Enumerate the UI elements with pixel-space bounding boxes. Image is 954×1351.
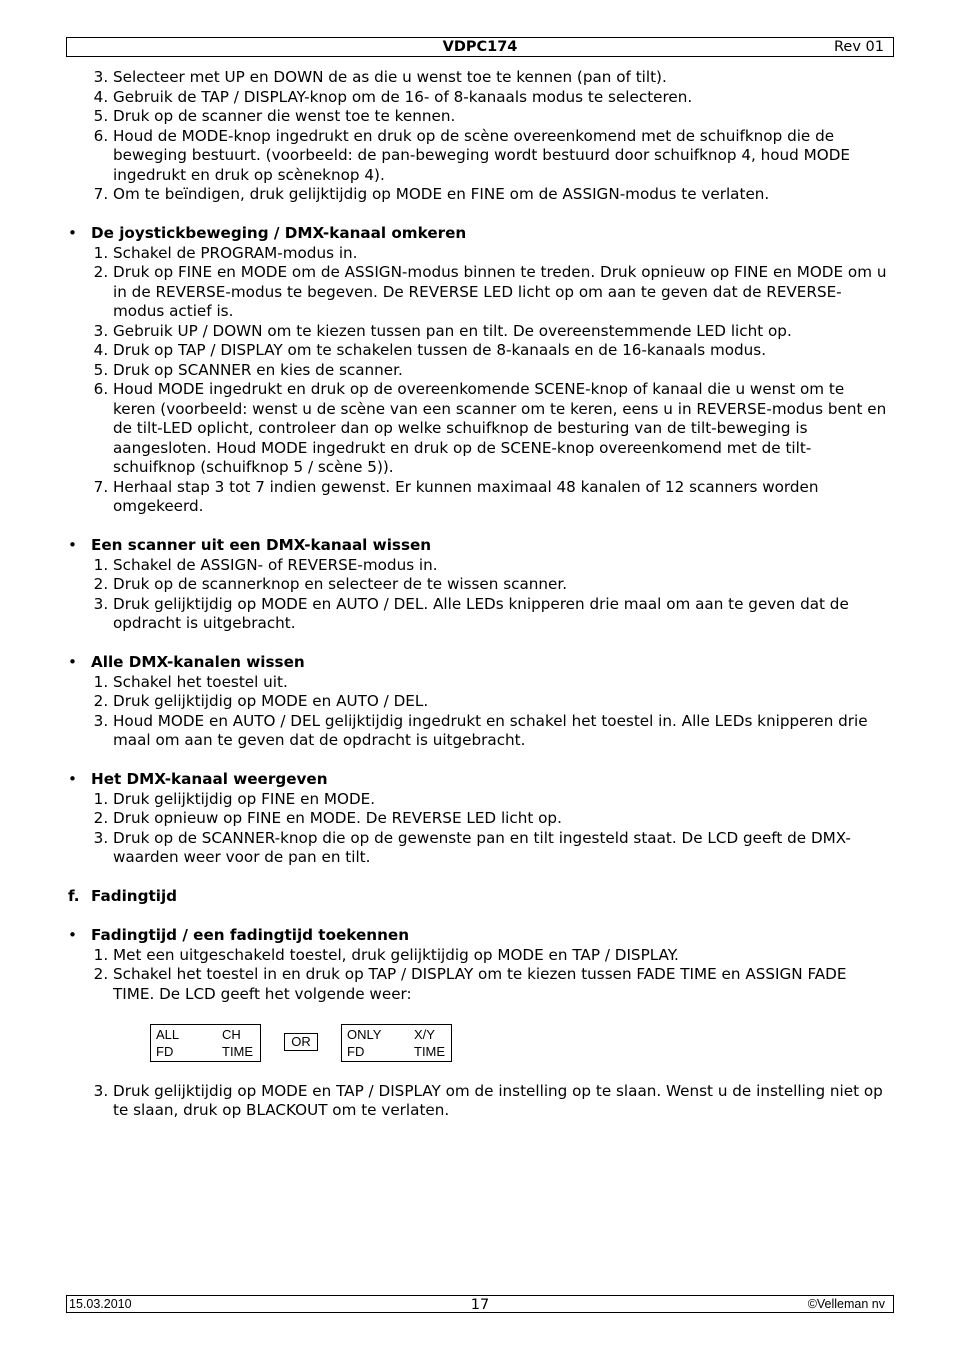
list-item: 5. Druk op de scanner die wenst toe te kennen. xyxy=(113,107,888,127)
list-item: 3. Houd MODE en AUTO / DEL gelijktijdig ingedrukt en schakel het toestel in. Alle LEDs knipperen drie maal om aan te geven dat de opdracht is uitgebracht. xyxy=(113,712,888,751)
list-item: 1. Schakel het toestel uit. xyxy=(113,673,888,693)
list-item: 2. Druk gelijktijdig op MODE en AUTO / DEL. xyxy=(113,692,888,712)
list-item: 3. Selecteer met UP en DOWN de as die u wenst toe te kennen (pan of tilt). xyxy=(113,68,888,88)
erase-scanner-steps-list xyxy=(68,556,888,634)
page-number: 17 xyxy=(470,1297,490,1313)
list-item: 1. Druk gelijktijdig op FINE en MODE. xyxy=(113,790,888,810)
lcd-text: TIME xyxy=(414,1044,446,1059)
section-heading-display: • Het DMX-kanaal weergeven xyxy=(68,770,888,790)
section-heading-reverse: • De joystickbeweging / DMX-kanaal omkeren xyxy=(68,224,888,244)
list-item: 4. Gebruik de TAP / DISPLAY-knop om de 16- of 8-kanaals modus te selecteren. xyxy=(113,88,888,108)
section-heading-fading xyxy=(68,887,888,907)
list-item: 6. Houd MODE ingedrukt en druk op de overeenkomende SCENE-knop of kanaal die u wenst om te keren (voorbeeld: wenst u de scène van een scanner om te keren, eens u in REVERSE-modus bent en de tilt-LED oplicht, controleer dan op welke schuifknop de besturing van de tilt-beweging is aangesloten. Houd MODE ingedrukt en druk op de SCENE-knop overeenkomend met de tilt-schuifknop (schuifknop 5 / scène 5)). xyxy=(113,380,888,478)
list-item: 5. Druk op SCANNER en kies de scanner. xyxy=(113,361,888,381)
list-item: 3. Gebruik UP / DOWN om te kiezen tussen pan en tilt. De overeenstemmende LED licht op. xyxy=(113,322,888,342)
page-content xyxy=(68,68,888,1121)
lcd-text: FD xyxy=(347,1044,365,1059)
footer-date: 15.03.2010 xyxy=(69,1297,132,1311)
list-item: 7. Om te beïndigen, druk gelijktijdig op MODE en FINE om de ASSIGN-modus te verlaten. xyxy=(113,185,888,205)
display-steps-list xyxy=(68,790,888,868)
list-item: 1. Schakel de ASSIGN- of REVERSE-modus in. xyxy=(113,556,888,576)
section-title: Fadingtijd xyxy=(91,887,178,905)
list-item: 6. Houd de MODE-knop ingedrukt en druk op de scène overeenkomend met de schuifknop die de beweging bestuurt. (voorbeeld: de pan-beweging wordt bestuurd door schuifknop 4, houd MODE ingedrukt en druk op scèneknop 4). xyxy=(113,127,888,186)
lcd-text: CH xyxy=(222,1027,241,1042)
lcd-text: FD xyxy=(156,1044,174,1059)
list-item: 2. Druk opnieuw op FINE en MODE. De REVERSE LED licht op. xyxy=(113,809,888,829)
or-label: OR xyxy=(284,1033,318,1051)
reverse-steps-list xyxy=(68,244,888,517)
erase-all-steps-list xyxy=(68,673,888,751)
section-heading-fade-time: • Fadingtijd / een fadingtijd toekennen xyxy=(68,926,888,946)
document-title: VDPC174 xyxy=(442,39,518,55)
fade-steps-list xyxy=(68,946,888,1005)
footer-copyright: ©Velleman nv xyxy=(807,1297,885,1311)
list-item: 1. Met een uitgeschakeld toestel, druk gelijktijdig op MODE en TAP / DISPLAY. xyxy=(113,946,888,966)
section-heading-erase-all: • Alle DMX-kanalen wissen xyxy=(68,653,888,673)
list-item: 3. Druk op de SCANNER-knop die op de gewenste pan en tilt ingesteld staat. De LCD geeft de DMX-waarden weer voor de pan en tilt. xyxy=(113,829,888,868)
lcd-text: ALL xyxy=(156,1027,180,1042)
fade-steps-list-continued xyxy=(68,1082,888,1121)
page-footer xyxy=(66,1295,894,1313)
list-item: 3. Druk gelijktijdig op MODE en AUTO / DEL. Alle LEDs knipperen drie maal om aan te geven dat de opdracht is uitgebracht. xyxy=(113,595,888,634)
list-item: 3. Druk gelijktijdig op MODE en TAP / DISPLAY om de instelling op te slaan. Wenst u de instelling niet op te slaan, druk op BLACKOUT om te verlaten. xyxy=(113,1082,888,1121)
list-item: 4. Druk op TAP / DISPLAY om te schakelen tussen de 8-kanaals en de 16-kanaals modus. xyxy=(113,341,888,361)
section-heading-erase-scanner: • Een scanner uit een DMX-kanaal wissen xyxy=(68,536,888,556)
lcd-text: X/Y xyxy=(414,1027,435,1042)
list-item: 7. Herhaal stap 3 tot 7 indien gewenst. Er kunnen maximaal 48 kanalen of 12 scanners worden omgekeerd. xyxy=(113,478,888,517)
list-item: 1. Schakel de PROGRAM-modus in. xyxy=(113,244,888,264)
list-item: 2. Schakel het toestel in en druk op TAP / DISPLAY om te kiezen tussen FADE TIME en ASSIGN FADE TIME. De LCD geeft het volgende weer: xyxy=(113,965,888,1004)
lcd-display-examples xyxy=(150,1024,888,1062)
lcd-text: ONLY xyxy=(347,1027,382,1042)
lcd-screen-all-ch-time xyxy=(150,1024,261,1062)
lcd-screen-only-xy-time xyxy=(341,1024,452,1062)
revision-label: Rev 01 xyxy=(834,39,884,55)
assign-steps-list xyxy=(68,68,888,205)
list-item: 2. Druk op FINE en MODE om de ASSIGN-modus binnen te treden. Druk opnieuw op FINE en MODE om u in de REVERSE-modus te begeven. De REVERSE LED licht op om aan te geven dat de REVERSE-modus actief is. xyxy=(113,263,888,322)
section-letter: f. xyxy=(68,887,80,905)
list-item: 2. Druk op de scannerknop en selecteer de te wissen scanner. xyxy=(113,575,888,595)
page-header xyxy=(66,37,894,57)
lcd-text: TIME xyxy=(222,1044,254,1059)
